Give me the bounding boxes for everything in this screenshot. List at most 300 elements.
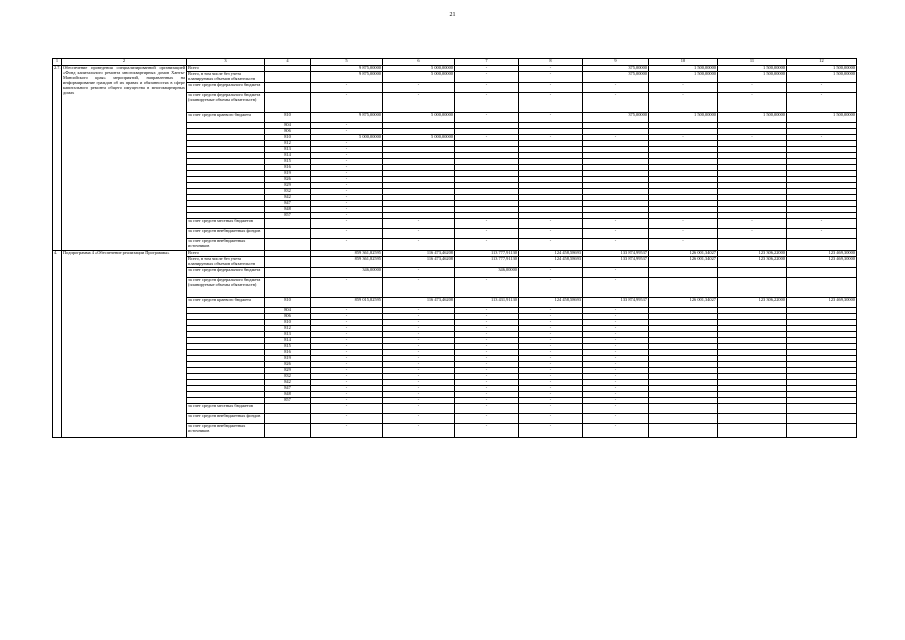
amount-cell: 346,00000 xyxy=(455,267,519,277)
amount-cell: - xyxy=(311,277,383,297)
amount-cell: 859 361,82595 xyxy=(311,256,383,267)
amount-cell: - xyxy=(383,385,455,391)
amount-cell: 116 473,46208 xyxy=(383,256,455,267)
amount-cell: - xyxy=(383,307,455,313)
amount-cell: - xyxy=(787,218,857,228)
budget-code xyxy=(265,277,311,297)
amount-cell: - xyxy=(311,170,383,176)
amount-cell: 5 000,00000 xyxy=(383,134,455,140)
amount-cell: - xyxy=(311,337,383,343)
amount-cell: - xyxy=(519,367,583,373)
budget-code xyxy=(265,238,311,250)
budget-code: 804 xyxy=(265,307,311,313)
budget-table xyxy=(52,58,857,438)
amount-cell: - xyxy=(583,343,649,349)
amount-cell: - xyxy=(383,337,455,343)
amount-cell: 123 469,30000 xyxy=(787,256,857,267)
column-number: 9 xyxy=(583,59,649,66)
amount-cell: 124 458,58693 xyxy=(519,250,583,256)
amount-cell: - xyxy=(311,367,383,373)
amount-cell: - xyxy=(455,66,519,72)
amount-cell: - xyxy=(383,379,455,385)
amount-cell: - xyxy=(718,92,787,112)
budget-code xyxy=(265,82,311,92)
budget-code: 848 xyxy=(265,206,311,212)
funding-source: за счет средств федерального бюджета (планируемые объемы обязательств) xyxy=(187,92,265,112)
row-number: 4. xyxy=(53,250,62,437)
budget-code: 857 xyxy=(265,397,311,403)
amount-cell: 1 500,00000 xyxy=(787,112,857,122)
amount-cell: 124 458,58693 xyxy=(519,256,583,267)
column-number: 3 xyxy=(187,59,265,66)
amount-cell: 859 361,82595 xyxy=(311,250,383,256)
amount-cell: - xyxy=(519,361,583,367)
amount-cell xyxy=(649,277,718,297)
amount-cell xyxy=(787,238,857,250)
amount-cell xyxy=(649,423,718,437)
amount-cell: - xyxy=(718,228,787,238)
amount-cell: - xyxy=(383,331,455,337)
amount-cell: - xyxy=(519,325,583,331)
amount-cell: - xyxy=(311,176,383,182)
amount-cell: - xyxy=(519,218,583,228)
amount-cell: - xyxy=(649,134,718,140)
amount-cell xyxy=(718,267,787,277)
budget-code: 806 xyxy=(265,313,311,319)
amount-cell: - xyxy=(583,307,649,313)
amount-cell: 133 874,99537 xyxy=(583,297,649,307)
amount-cell: - xyxy=(455,361,519,367)
budget-code xyxy=(265,413,311,423)
amount-cell xyxy=(718,423,787,437)
amount-cell: - xyxy=(519,397,583,403)
amount-cell: - xyxy=(519,355,583,361)
amount-cell xyxy=(649,267,718,277)
amount-cell: - xyxy=(455,82,519,92)
amount-cell: - xyxy=(311,82,383,92)
amount-cell: - xyxy=(311,361,383,367)
amount-cell: - xyxy=(383,325,455,331)
amount-cell: 123 306,22000 xyxy=(718,250,787,256)
amount-cell: - xyxy=(311,423,383,437)
amount-cell: - xyxy=(455,367,519,373)
funding-source: за счет средств местных бюджетов xyxy=(187,403,265,413)
amount-cell: 5 000,00000 xyxy=(383,66,455,72)
amount-cell: - xyxy=(311,188,383,194)
amount-cell: - xyxy=(311,403,383,413)
amount-cell: - xyxy=(519,134,583,140)
amount-cell: - xyxy=(519,267,583,277)
amount-cell: - xyxy=(311,343,383,349)
amount-cell: 1 500,00000 xyxy=(718,72,787,83)
amount-cell: - xyxy=(455,397,519,403)
amount-cell: - xyxy=(519,349,583,355)
amount-cell: - xyxy=(311,331,383,337)
amount-cell: - xyxy=(787,134,857,140)
amount-cell: 859 015,82595 xyxy=(311,297,383,307)
amount-cell: - xyxy=(311,391,383,397)
amount-cell: - xyxy=(455,92,519,112)
amount-cell: - xyxy=(311,238,383,250)
amount-cell: - xyxy=(583,277,649,297)
amount-cell: - xyxy=(519,228,583,238)
amount-cell: - xyxy=(311,146,383,152)
measure-description: Подпрограмма 4 «Обеспечение реализации Программы» xyxy=(62,250,187,437)
amount-cell: 1 500,00000 xyxy=(649,72,718,83)
amount-cell xyxy=(649,403,718,413)
amount-cell: - xyxy=(583,238,649,250)
amount-cell: - xyxy=(718,134,787,140)
funding-source: за счет средств федерального бюджета (планируемые объемы обязательств) xyxy=(187,277,265,297)
amount-cell: - xyxy=(311,373,383,379)
budget-code: 812 xyxy=(265,140,311,146)
amount-cell: - xyxy=(583,319,649,325)
amount-cell: 9 875,00000 xyxy=(311,66,383,72)
amount-cell: - xyxy=(455,385,519,391)
budget-code xyxy=(265,256,311,267)
amount-cell: - xyxy=(455,325,519,331)
amount-cell: - xyxy=(311,397,383,403)
budget-code: 826 xyxy=(265,361,311,367)
amount-cell: - xyxy=(583,92,649,112)
amount-cell: 1 500,00000 xyxy=(649,66,718,72)
amount-cell: 375,00000 xyxy=(583,66,649,72)
budget-code: 810 xyxy=(265,297,311,307)
amount-cell: - xyxy=(383,92,455,112)
budget-code xyxy=(265,228,311,238)
amount-cell: - xyxy=(311,319,383,325)
budget-code: 848 xyxy=(265,391,311,397)
amount-cell: 124 458,58693 xyxy=(519,297,583,307)
amount-cell: - xyxy=(311,228,383,238)
amount-cell: - xyxy=(583,379,649,385)
amount-cell: - xyxy=(455,391,519,397)
column-number: 11 xyxy=(718,59,787,66)
amount-cell: 123 469,30000 xyxy=(787,297,857,307)
amount-cell: - xyxy=(455,355,519,361)
amount-cell: - xyxy=(311,212,383,218)
amount-cell: - xyxy=(311,385,383,391)
amount-cell: - xyxy=(383,361,455,367)
amount-cell: - xyxy=(455,112,519,122)
amount-cell: - xyxy=(455,413,519,423)
amount-cell: - xyxy=(383,343,455,349)
amount-cell: 5 000,00000 xyxy=(383,112,455,122)
budget-code: 819 xyxy=(265,355,311,361)
amount-cell xyxy=(787,267,857,277)
budget-code xyxy=(265,267,311,277)
amount-cell: - xyxy=(649,82,718,92)
amount-cell: - xyxy=(455,423,519,437)
amount-cell: - xyxy=(519,238,583,250)
amount-cell: - xyxy=(583,355,649,361)
row-number: 2.7. xyxy=(53,66,62,251)
amount-cell: - xyxy=(649,218,718,228)
amount-cell: - xyxy=(718,82,787,92)
column-number: 1 xyxy=(53,59,62,66)
budget-code: 814 xyxy=(265,337,311,343)
funding-source: за счет средств внебюджетных источников xyxy=(187,423,265,437)
amount-cell: - xyxy=(311,307,383,313)
amount-cell: - xyxy=(519,373,583,379)
amount-cell: - xyxy=(649,238,718,250)
budget-code: 810 xyxy=(265,319,311,325)
column-number: 7 xyxy=(455,59,519,66)
budget-code: 829 xyxy=(265,182,311,188)
budget-code: 826 xyxy=(265,176,311,182)
budget-code: 842 xyxy=(265,379,311,385)
budget-code: 815 xyxy=(265,158,311,164)
funding-source: Всего, в том числе без учета планируемых объемов обязательств xyxy=(187,72,265,83)
column-number: 2 xyxy=(62,59,187,66)
amount-cell xyxy=(787,423,857,437)
amount-cell: - xyxy=(583,373,649,379)
amount-cell: - xyxy=(583,337,649,343)
amount-cell: - xyxy=(311,182,383,188)
amount-cell: - xyxy=(311,206,383,212)
amount-cell: - xyxy=(455,228,519,238)
amount-cell: - xyxy=(583,349,649,355)
amount-cell: - xyxy=(519,385,583,391)
amount-cell: - xyxy=(649,92,718,112)
amount-cell: - xyxy=(519,331,583,337)
amount-cell: - xyxy=(455,373,519,379)
amount-cell: - xyxy=(583,228,649,238)
budget-code xyxy=(265,72,311,83)
amount-cell: - xyxy=(311,152,383,158)
amount-cell: 133 874,99537 xyxy=(583,250,649,256)
amount-cell: - xyxy=(383,218,455,228)
amount-cell: - xyxy=(311,164,383,170)
amount-cell xyxy=(787,277,857,297)
funding-source: Всего xyxy=(187,250,265,256)
amount-cell: - xyxy=(311,158,383,164)
amount-cell: 1 500,00000 xyxy=(787,72,857,83)
amount-cell: - xyxy=(519,413,583,423)
amount-cell: - xyxy=(455,313,519,319)
amount-cell: - xyxy=(383,313,455,319)
amount-cell: - xyxy=(311,128,383,134)
column-number: 8 xyxy=(519,59,583,66)
amount-cell: - xyxy=(583,367,649,373)
budget-code: 812 xyxy=(265,325,311,331)
budget-code: 847 xyxy=(265,385,311,391)
amount-cell: - xyxy=(383,82,455,92)
amount-cell: - xyxy=(311,325,383,331)
amount-cell: - xyxy=(519,92,583,112)
amount-cell: 113 777,91130 xyxy=(455,250,519,256)
amount-cell: 375,00000 xyxy=(583,112,649,122)
budget-code: 806 xyxy=(265,128,311,134)
amount-cell: 133 874,99537 xyxy=(583,256,649,267)
amount-cell: - xyxy=(383,355,455,361)
amount-cell: - xyxy=(455,277,519,297)
amount-cell: - xyxy=(519,319,583,325)
amount-cell: - xyxy=(519,72,583,83)
amount-cell: - xyxy=(583,397,649,403)
amount-cell: - xyxy=(455,379,519,385)
budget-code: 810 xyxy=(265,112,311,122)
amount-cell xyxy=(718,413,787,423)
amount-cell: - xyxy=(455,403,519,413)
amount-cell: 123 469,30000 xyxy=(787,250,857,256)
amount-cell: - xyxy=(311,313,383,319)
amount-cell: - xyxy=(311,413,383,423)
budget-code: 816 xyxy=(265,349,311,355)
funding-source: Всего, в том числе без учета планируемых объемов обязательств xyxy=(187,256,265,267)
amount-cell: - xyxy=(583,134,649,140)
column-number: 5 xyxy=(311,59,383,66)
budget-code: 813 xyxy=(265,146,311,152)
amount-cell: 9 875,00000 xyxy=(311,112,383,122)
amount-cell: - xyxy=(311,194,383,200)
amount-cell: - xyxy=(519,82,583,92)
budget-code: 804 xyxy=(265,122,311,128)
budget-code: 816 xyxy=(265,164,311,170)
budget-code: 857 xyxy=(265,212,311,218)
amount-cell: 5 000,00000 xyxy=(383,72,455,83)
amount-cell xyxy=(787,403,857,413)
amount-cell: - xyxy=(311,92,383,112)
amount-cell: 9 875,00000 xyxy=(311,72,383,83)
amount-cell: - xyxy=(383,228,455,238)
column-number: 4 xyxy=(265,59,311,66)
column-number: 12 xyxy=(787,59,857,66)
amount-cell: - xyxy=(311,122,383,128)
funding-source: за счет средств краевого бюджета xyxy=(187,297,265,307)
amount-cell: - xyxy=(383,277,455,297)
amount-cell: - xyxy=(519,307,583,313)
funding-source: за счет средств местных бюджетов xyxy=(187,218,265,228)
amount-cell: - xyxy=(455,319,519,325)
amount-cell: - xyxy=(583,325,649,331)
amount-cell: - xyxy=(383,373,455,379)
amount-cell: - xyxy=(383,391,455,397)
amount-cell: 113 431,91130 xyxy=(455,297,519,307)
amount-cell: - xyxy=(383,349,455,355)
amount-cell: - xyxy=(787,228,857,238)
amount-cell: - xyxy=(311,349,383,355)
budget-code: 832 xyxy=(265,188,311,194)
amount-cell: - xyxy=(519,313,583,319)
budget-code: 819 xyxy=(265,170,311,176)
amount-cell: 5 000,00000 xyxy=(311,134,383,140)
budget-code: 842 xyxy=(265,194,311,200)
amount-cell: 126 001,34027 xyxy=(649,250,718,256)
amount-cell: - xyxy=(583,385,649,391)
amount-cell: 113 777,91130 xyxy=(455,256,519,267)
budget-code xyxy=(265,423,311,437)
funding-source: за счет средств внебюджетных фондов xyxy=(187,413,265,423)
amount-cell: 375,00000 xyxy=(583,72,649,83)
amount-cell: - xyxy=(455,218,519,228)
amount-cell: - xyxy=(583,82,649,92)
column-number: 6 xyxy=(383,59,455,66)
amount-cell: - xyxy=(311,355,383,361)
amount-cell: - xyxy=(455,307,519,313)
amount-cell: 1 500,00000 xyxy=(718,66,787,72)
amount-cell: - xyxy=(383,267,455,277)
budget-code: 815 xyxy=(265,343,311,349)
budget-code: 847 xyxy=(265,200,311,206)
amount-cell: - xyxy=(787,82,857,92)
amount-cell: - xyxy=(583,361,649,367)
amount-cell: - xyxy=(519,423,583,437)
funding-source: за счет средств внебюджетных источников xyxy=(187,238,265,250)
amount-cell: - xyxy=(583,218,649,228)
budget-code xyxy=(265,403,311,413)
budget-code: 813 xyxy=(265,331,311,337)
amount-cell: - xyxy=(519,337,583,343)
amount-cell: - xyxy=(383,413,455,423)
measure-description: Обеспечение проведения специализированной организацией «Фонд капитального ремонта многоквартирных домов Ханты-Мансийского края» мероприятий, направленных на информирование граждан об их правах и обязанностях в сфере капитального ремонта общего имущества в многоквартирных домах xyxy=(62,66,187,251)
budget-code xyxy=(265,92,311,112)
amount-cell: 1 500,00000 xyxy=(787,66,857,72)
amount-cell xyxy=(718,238,787,250)
amount-cell: - xyxy=(583,423,649,437)
amount-cell: - xyxy=(455,331,519,337)
amount-cell: - xyxy=(583,413,649,423)
amount-cell: 123 306,22000 xyxy=(718,297,787,307)
budget-code: 829 xyxy=(265,367,311,373)
amount-cell: - xyxy=(455,343,519,349)
amount-cell: - xyxy=(311,218,383,228)
amount-cell: 346,00000 xyxy=(311,267,383,277)
amount-cell: 126 001,34027 xyxy=(649,256,718,267)
amount-cell: - xyxy=(519,112,583,122)
amount-cell xyxy=(718,277,787,297)
amount-cell: 116 473,46208 xyxy=(383,250,455,256)
amount-cell: - xyxy=(311,379,383,385)
column-number-row xyxy=(53,59,857,66)
amount-cell: - xyxy=(519,66,583,72)
amount-cell: - xyxy=(455,238,519,250)
amount-cell xyxy=(718,403,787,413)
funding-source: за счет средств внебюджетных фондов xyxy=(187,228,265,238)
amount-cell: - xyxy=(583,391,649,397)
amount-cell: - xyxy=(383,423,455,437)
amount-cell: 123 306,22000 xyxy=(718,256,787,267)
amount-cell: - xyxy=(383,403,455,413)
page-number: 21 xyxy=(449,12,456,18)
amount-cell: - xyxy=(583,267,649,277)
amount-cell: - xyxy=(455,134,519,140)
amount-cell: - xyxy=(519,277,583,297)
amount-cell: - xyxy=(519,391,583,397)
amount-cell: - xyxy=(787,92,857,112)
amount-cell: - xyxy=(519,403,583,413)
amount-cell: - xyxy=(383,319,455,325)
amount-cell: - xyxy=(311,200,383,206)
budget-code: 810 xyxy=(265,134,311,140)
budget-code xyxy=(265,218,311,228)
amount-cell: - xyxy=(383,397,455,403)
amount-cell: - xyxy=(583,313,649,319)
amount-cell: - xyxy=(383,367,455,373)
amount-cell: - xyxy=(718,218,787,228)
amount-cell: - xyxy=(311,140,383,146)
column-number: 10 xyxy=(649,59,718,66)
amount-cell: 1 500,00000 xyxy=(718,112,787,122)
amount-cell: - xyxy=(583,331,649,337)
amount-cell: - xyxy=(455,349,519,355)
funding-source: за счет средств федерального бюджета xyxy=(187,267,265,277)
amount-cell: - xyxy=(519,379,583,385)
amount-cell: - xyxy=(455,72,519,83)
amount-cell: - xyxy=(455,337,519,343)
amount-cell: 1 500,00000 xyxy=(649,112,718,122)
amount-cell xyxy=(649,413,718,423)
